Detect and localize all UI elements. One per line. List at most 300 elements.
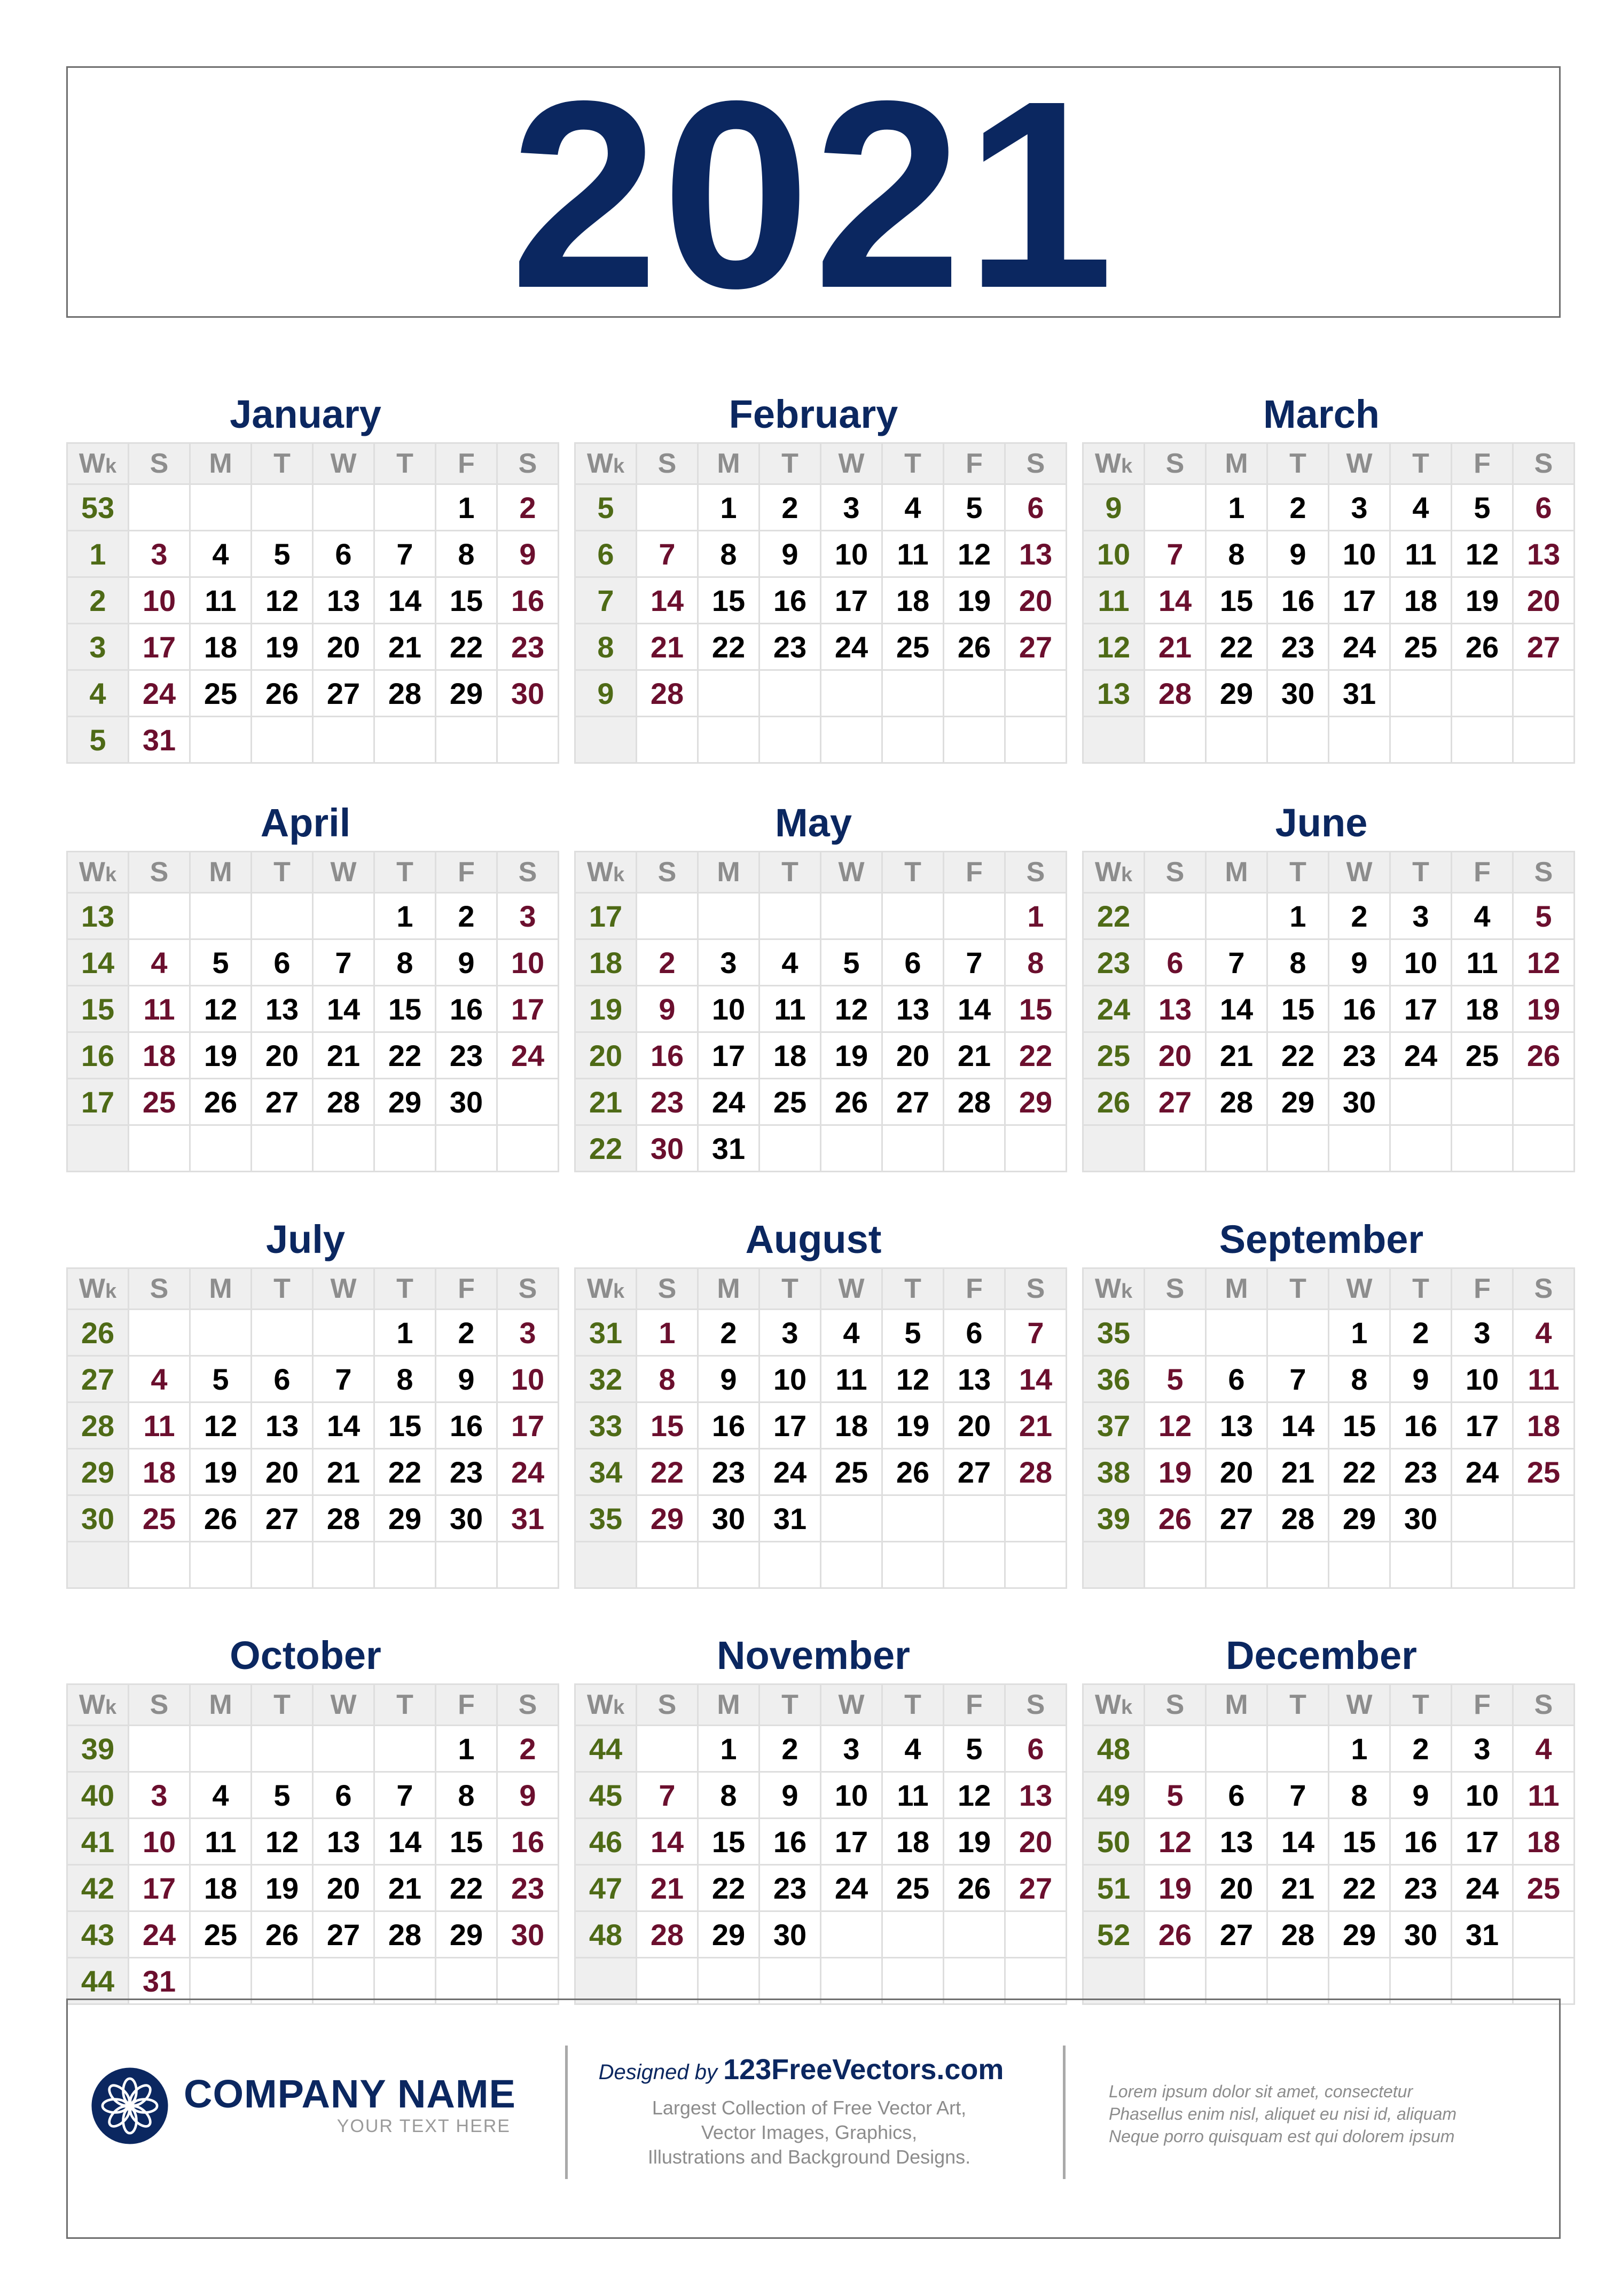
- day-cell: 15: [1005, 986, 1067, 1032]
- day-cell: 8: [637, 1356, 698, 1402]
- week-column-header: [67, 1684, 129, 1726]
- empty-cell: [252, 1726, 313, 1772]
- day-cell: 20: [252, 1449, 313, 1495]
- day-cell: 28: [313, 1079, 374, 1125]
- week-number: [575, 717, 637, 763]
- site-link[interactable]: 123FreeVectors.com: [723, 2054, 1004, 2086]
- day-cell: 18: [190, 1865, 252, 1911]
- month-march: [1082, 392, 1561, 764]
- empty-cell: [497, 1079, 559, 1125]
- day-cell: 25: [1390, 624, 1452, 670]
- week-row: [1083, 1310, 1575, 1356]
- empty-cell: [374, 1958, 436, 2004]
- week-row: [67, 717, 559, 763]
- day-cell: 15: [374, 1402, 436, 1449]
- day-cell: 24: [497, 1449, 559, 1495]
- day-cell: 19: [1145, 1865, 1206, 1911]
- weekday-header: W: [1329, 1684, 1390, 1726]
- day-cell: 20: [944, 1402, 1005, 1449]
- week-number: 20: [575, 1032, 637, 1079]
- day-cell: 2: [759, 1726, 821, 1772]
- weekday-header-row: [67, 1684, 559, 1726]
- weekday-header: M: [698, 1268, 759, 1310]
- day-cell: 15: [637, 1402, 698, 1449]
- day-cell: 21: [1206, 1032, 1267, 1079]
- day-cell: 14: [1005, 1356, 1067, 1402]
- week-row: [67, 939, 559, 986]
- day-cell: 6: [1005, 1726, 1067, 1772]
- day-cell: 6: [252, 1356, 313, 1402]
- day-cell: 2: [1390, 1310, 1452, 1356]
- empty-cell: [1145, 893, 1206, 939]
- day-cell: 3: [1452, 1310, 1513, 1356]
- empty-cell: [1513, 1125, 1575, 1172]
- week-header-suffix: k: [1121, 864, 1133, 886]
- empty-cell: [1267, 1726, 1329, 1772]
- day-cell: 24: [759, 1449, 821, 1495]
- month-name: October: [230, 1633, 381, 1678]
- day-cell: 28: [374, 1911, 436, 1958]
- empty-cell: [313, 1125, 374, 1172]
- day-cell: 2: [497, 1726, 559, 1772]
- week-row: [67, 1079, 559, 1125]
- day-cell: 3: [821, 1726, 882, 1772]
- day-cell: 7: [637, 1772, 698, 1819]
- weekday-header: T: [1267, 852, 1329, 893]
- day-cell: 16: [497, 1819, 559, 1865]
- week-row: [67, 1356, 559, 1402]
- empty-cell: [1329, 1958, 1390, 2004]
- weekday-header: W: [821, 443, 882, 484]
- day-cell: 9: [436, 1356, 497, 1402]
- day-cell: 9: [1390, 1356, 1452, 1402]
- week-header-suffix: k: [613, 455, 625, 477]
- day-cell: 7: [1206, 939, 1267, 986]
- day-cell: 17: [1452, 1402, 1513, 1449]
- day-cell: 17: [821, 577, 882, 624]
- day-cell: 27: [313, 670, 374, 717]
- weekday-header: W: [821, 1684, 882, 1726]
- empty-cell: [252, 1958, 313, 2004]
- week-number: 40: [67, 1772, 129, 1819]
- week-header-label: W: [586, 1273, 613, 1304]
- empty-cell: [1005, 1125, 1067, 1172]
- empty-cell: [882, 1125, 944, 1172]
- month-june: [1082, 801, 1561, 1172]
- day-cell: 8: [374, 1356, 436, 1402]
- empty-cell: [1267, 717, 1329, 763]
- day-cell: 2: [436, 1310, 497, 1356]
- day-cell: 20: [1513, 577, 1575, 624]
- day-cell: 13: [252, 986, 313, 1032]
- week-number: 36: [1083, 1356, 1145, 1402]
- empty-cell: [821, 1958, 882, 2004]
- empty-cell: [1452, 1495, 1513, 1542]
- month-name: July: [265, 1217, 346, 1261]
- empty-cell: [313, 1726, 374, 1772]
- day-cell: 4: [882, 484, 944, 531]
- day-cell: 1: [1005, 893, 1067, 939]
- day-cell: 27: [252, 1079, 313, 1125]
- day-cell: 28: [1267, 1495, 1329, 1542]
- empty-cell: [637, 1542, 698, 1588]
- month-july: [66, 1217, 545, 1589]
- day-cell: 10: [1452, 1772, 1513, 1819]
- month-april: [66, 801, 545, 1172]
- day-cell: 3: [497, 1310, 559, 1356]
- day-cell: 3: [497, 893, 559, 939]
- day-cell: 27: [1005, 624, 1067, 670]
- week-row: [67, 1310, 559, 1356]
- day-cell: 23: [1329, 1032, 1390, 1079]
- day-cell: 10: [497, 1356, 559, 1402]
- day-cell: 17: [1390, 986, 1452, 1032]
- day-cell: 11: [759, 986, 821, 1032]
- day-cell: 12: [252, 1819, 313, 1865]
- day-cell: 23: [759, 1865, 821, 1911]
- day-cell: 9: [1390, 1772, 1452, 1819]
- day-cell: 29: [1329, 1911, 1390, 1958]
- empty-cell: [1206, 1958, 1267, 2004]
- day-cell: 22: [698, 1865, 759, 1911]
- week-row: [67, 1125, 559, 1172]
- day-cell: 1: [374, 893, 436, 939]
- day-cell: 15: [698, 1819, 759, 1865]
- weekday-header: F: [944, 1268, 1005, 1310]
- weekday-header-row: [67, 1268, 559, 1310]
- month-name: January: [230, 392, 381, 436]
- week-number: [575, 1958, 637, 2004]
- day-cell: 15: [1329, 1819, 1390, 1865]
- empty-cell: [1145, 1310, 1206, 1356]
- weekday-header: F: [1452, 1684, 1513, 1726]
- week-header-label: W: [1094, 857, 1121, 888]
- week-header-label: W: [1094, 1273, 1121, 1304]
- weekday-header: S: [1145, 1268, 1206, 1310]
- weekday-header: S: [1513, 852, 1575, 893]
- day-cell: 26: [882, 1449, 944, 1495]
- empty-cell: [944, 717, 1005, 763]
- week-number: 46: [575, 1819, 637, 1865]
- day-cell: 6: [1145, 939, 1206, 986]
- day-cell: 9: [497, 531, 559, 577]
- day-cell: 8: [436, 1772, 497, 1819]
- empty-cell: [759, 893, 821, 939]
- day-cell: 20: [1206, 1865, 1267, 1911]
- empty-cell: [821, 893, 882, 939]
- day-cell: 8: [374, 939, 436, 986]
- week-row: [575, 1449, 1067, 1495]
- weekday-header-row: [575, 852, 1067, 893]
- weekday-header: F: [436, 443, 497, 484]
- day-cell: 25: [1513, 1449, 1575, 1495]
- day-cell: 29: [1267, 1079, 1329, 1125]
- empty-cell: [129, 1310, 190, 1356]
- day-cell: 14: [637, 1819, 698, 1865]
- empty-cell: [1329, 717, 1390, 763]
- day-cell: 24: [1390, 1032, 1452, 1079]
- weekday-header-row: [67, 852, 559, 893]
- day-cell: 2: [1390, 1726, 1452, 1772]
- empty-cell: [1329, 1542, 1390, 1588]
- week-number: 4: [67, 670, 129, 717]
- empty-cell: [944, 1495, 1005, 1542]
- week-column-header: [1083, 1684, 1145, 1726]
- week-header-suffix: k: [613, 1280, 625, 1303]
- day-cell: 27: [1145, 1079, 1206, 1125]
- week-number: [1083, 1125, 1145, 1172]
- weekday-header: W: [1329, 1268, 1390, 1310]
- day-cell: 18: [882, 577, 944, 624]
- day-cell: 11: [129, 1402, 190, 1449]
- day-cell: 5: [1452, 484, 1513, 531]
- empty-cell: [759, 717, 821, 763]
- day-cell: 10: [821, 1772, 882, 1819]
- empty-cell: [436, 1125, 497, 1172]
- week-number: 43: [67, 1911, 129, 1958]
- month-grid: [66, 1683, 559, 2005]
- day-cell: 30: [1267, 670, 1329, 717]
- weekday-header: M: [1206, 1684, 1267, 1726]
- empty-cell: [637, 484, 698, 531]
- week-row: [67, 986, 559, 1032]
- empty-cell: [944, 670, 1005, 717]
- empty-cell: [313, 1958, 374, 2004]
- weekday-header: S: [1005, 852, 1067, 893]
- day-cell: 15: [1267, 986, 1329, 1032]
- day-cell: 4: [1452, 893, 1513, 939]
- day-cell: 21: [1267, 1449, 1329, 1495]
- empty-cell: [821, 1125, 882, 1172]
- day-cell: 22: [1267, 1032, 1329, 1079]
- day-cell: 21: [944, 1032, 1005, 1079]
- weekday-header: S: [1145, 443, 1206, 484]
- day-cell: 31: [129, 717, 190, 763]
- day-cell: 22: [1206, 624, 1267, 670]
- weekday-header-row: [575, 1684, 1067, 1726]
- month-name: March: [1263, 392, 1380, 436]
- weekday-header: S: [1513, 1268, 1575, 1310]
- day-cell: 29: [374, 1495, 436, 1542]
- week-number: 29: [67, 1449, 129, 1495]
- month-name: April: [260, 801, 351, 845]
- week-number: 25: [1083, 1032, 1145, 1079]
- day-cell: 26: [1145, 1495, 1206, 1542]
- week-row: [67, 1772, 559, 1819]
- day-cell: 2: [436, 893, 497, 939]
- week-number: 11: [1083, 577, 1145, 624]
- empty-cell: [698, 1958, 759, 2004]
- day-cell: 19: [252, 1865, 313, 1911]
- empty-cell: [252, 1310, 313, 1356]
- day-cell: 26: [944, 1865, 1005, 1911]
- day-cell: 7: [1267, 1772, 1329, 1819]
- week-row: [575, 624, 1067, 670]
- day-cell: 18: [759, 1032, 821, 1079]
- day-cell: 1: [1329, 1310, 1390, 1356]
- empty-cell: [882, 1542, 944, 1588]
- day-cell: 2: [759, 484, 821, 531]
- day-cell: 30: [436, 1079, 497, 1125]
- empty-cell: [944, 1542, 1005, 1588]
- week-row: [67, 1449, 559, 1495]
- day-cell: 10: [129, 577, 190, 624]
- empty-cell: [821, 670, 882, 717]
- week-row: [1083, 1356, 1575, 1402]
- description-line: Vector Images, Graphics,: [701, 2121, 918, 2143]
- day-cell: 24: [821, 624, 882, 670]
- day-cell: 26: [944, 624, 1005, 670]
- day-cell: 2: [698, 1310, 759, 1356]
- week-row: [575, 893, 1067, 939]
- day-cell: 31: [1329, 670, 1390, 717]
- day-cell: 23: [1267, 624, 1329, 670]
- day-cell: 23: [637, 1079, 698, 1125]
- day-cell: 16: [1267, 577, 1329, 624]
- day-cell: 23: [497, 1865, 559, 1911]
- week-number: 9: [1083, 484, 1145, 531]
- empty-cell: [1145, 1542, 1206, 1588]
- day-cell: 28: [313, 1495, 374, 1542]
- day-cell: 7: [1145, 531, 1206, 577]
- day-cell: 18: [1513, 1819, 1575, 1865]
- month-name: June: [1275, 801, 1368, 845]
- week-number: 22: [575, 1125, 637, 1172]
- day-cell: 28: [374, 670, 436, 717]
- day-cell: 31: [129, 1958, 190, 2004]
- day-cell: 6: [1206, 1772, 1267, 1819]
- month-name: December: [1226, 1633, 1417, 1678]
- day-cell: 11: [1513, 1772, 1575, 1819]
- week-header-label: W: [79, 1689, 105, 1720]
- day-cell: 22: [698, 624, 759, 670]
- day-cell: 9: [637, 986, 698, 1032]
- day-cell: 18: [190, 624, 252, 670]
- week-number: 48: [575, 1911, 637, 1958]
- day-cell: 25: [190, 1911, 252, 1958]
- week-number: 18: [575, 939, 637, 986]
- day-cell: 3: [1390, 893, 1452, 939]
- week-number: 37: [1083, 1402, 1145, 1449]
- day-cell: 25: [129, 1079, 190, 1125]
- week-row: [1083, 1032, 1575, 1079]
- week-number: [67, 1542, 129, 1588]
- week-number: 30: [67, 1495, 129, 1542]
- month-name: May: [775, 801, 852, 845]
- day-cell: 13: [252, 1402, 313, 1449]
- week-number: 2: [67, 577, 129, 624]
- weekday-header: T: [1267, 1684, 1329, 1726]
- day-cell: 24: [698, 1079, 759, 1125]
- week-row: [575, 1495, 1067, 1542]
- month-grid: [1082, 442, 1575, 764]
- day-cell: 12: [1145, 1819, 1206, 1865]
- week-row: [575, 484, 1067, 531]
- weekday-header: W: [821, 852, 882, 893]
- day-cell: 10: [497, 939, 559, 986]
- day-cell: 4: [129, 939, 190, 986]
- day-cell: 15: [1329, 1402, 1390, 1449]
- day-cell: 26: [190, 1079, 252, 1125]
- week-number: 14: [67, 939, 129, 986]
- week-number: 28: [67, 1402, 129, 1449]
- month-grid: [1082, 1683, 1575, 2005]
- day-cell: 27: [313, 1911, 374, 1958]
- week-row: [1083, 939, 1575, 986]
- empty-cell: [129, 1542, 190, 1588]
- week-number: [1083, 717, 1145, 763]
- week-row: [1083, 986, 1575, 1032]
- empty-cell: [1513, 1542, 1575, 1588]
- weekday-header: T: [252, 1684, 313, 1726]
- week-header-suffix: k: [105, 1696, 117, 1719]
- weekday-header: S: [637, 1268, 698, 1310]
- week-number: 17: [67, 1079, 129, 1125]
- day-cell: 20: [882, 1032, 944, 1079]
- day-cell: 19: [1452, 577, 1513, 624]
- week-header-suffix: k: [1121, 1280, 1133, 1303]
- day-cell: 26: [1513, 1032, 1575, 1079]
- lorem-line: Phasellus enim nisl, aliquet eu nisi id, aliquam: [1109, 2104, 1457, 2123]
- day-cell: 13: [1513, 531, 1575, 577]
- day-cell: 20: [313, 1865, 374, 1911]
- day-cell: 17: [821, 1819, 882, 1865]
- weekday-header: S: [637, 852, 698, 893]
- day-cell: 31: [759, 1495, 821, 1542]
- day-cell: 25: [1513, 1865, 1575, 1911]
- empty-cell: [497, 1542, 559, 1588]
- day-cell: 20: [1206, 1449, 1267, 1495]
- empty-cell: [129, 1125, 190, 1172]
- day-cell: 18: [821, 1402, 882, 1449]
- week-header-suffix: k: [105, 455, 117, 477]
- empty-cell: [252, 717, 313, 763]
- week-column-header: [1083, 1268, 1145, 1310]
- empty-cell: [129, 484, 190, 531]
- year-banner: [66, 44, 1561, 343]
- week-number: 31: [575, 1310, 637, 1356]
- weekday-header: F: [436, 852, 497, 893]
- weekday-header: S: [1145, 852, 1206, 893]
- weekday-header: S: [1005, 443, 1067, 484]
- empty-cell: [190, 1726, 252, 1772]
- empty-cell: [882, 1911, 944, 1958]
- week-number: 8: [575, 624, 637, 670]
- day-cell: 16: [637, 1032, 698, 1079]
- empty-cell: [637, 1958, 698, 2004]
- week-row: [67, 1402, 559, 1449]
- weekday-header: W: [821, 1268, 882, 1310]
- day-cell: 21: [313, 1449, 374, 1495]
- lorem-line: Neque porro quisquam est qui dolorem ipsum: [1109, 2127, 1455, 2146]
- day-cell: 11: [1452, 939, 1513, 986]
- day-cell: 19: [190, 1449, 252, 1495]
- empty-cell: [1452, 1079, 1513, 1125]
- day-cell: 7: [944, 939, 1005, 986]
- week-row: [575, 1958, 1067, 2004]
- weekday-header: S: [497, 443, 559, 484]
- day-cell: 14: [1267, 1402, 1329, 1449]
- empty-cell: [1390, 1079, 1452, 1125]
- day-cell: 19: [1513, 986, 1575, 1032]
- empty-cell: [1206, 1542, 1267, 1588]
- empty-cell: [436, 1542, 497, 1588]
- empty-cell: [1145, 484, 1206, 531]
- week-row: [67, 531, 559, 577]
- day-cell: 22: [436, 624, 497, 670]
- day-cell: 5: [252, 1772, 313, 1819]
- weekday-header: W: [1329, 852, 1390, 893]
